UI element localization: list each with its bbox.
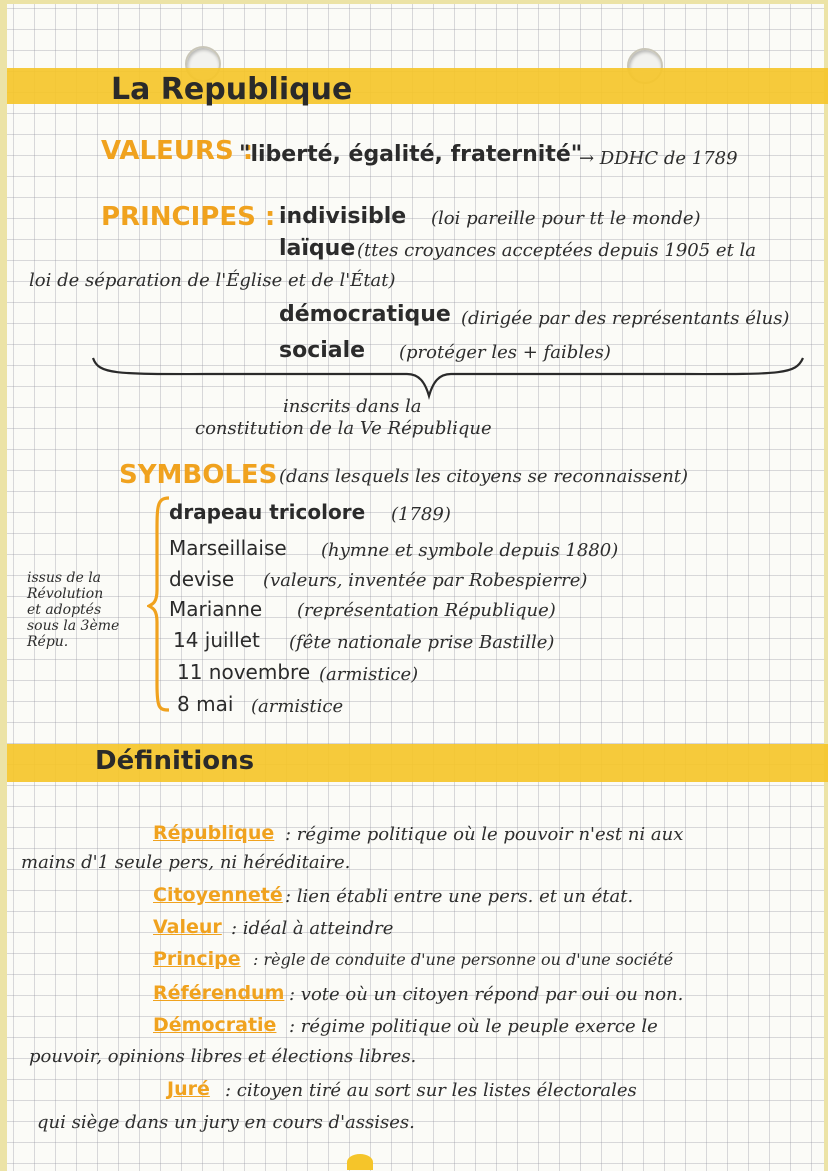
valeurs-text: "liberté, égalité, fraternité" [239,142,583,167]
symbole-term: 11 novembre [177,660,311,684]
symbole-note: (fête nationale prise Bastille) [289,632,555,653]
principe-term: sociale [279,338,366,363]
definition-text-continued: pouvoir, opinions libres et élections libres. [29,1046,417,1067]
definition-term: Référendum [153,982,285,1004]
principe-note-continued: loi de séparation de l'Église et de l'État) [29,270,396,291]
principes-label: PRINCIPES : [101,202,276,232]
side-note-line: sous la 3ème [27,618,120,634]
definition-term: Principe [153,948,241,970]
valeurs-label: VALEURS : [101,136,254,166]
brace-note: inscrits dans la [283,396,422,417]
symbole-term: drapeau tricolore [169,500,366,524]
symbole-term: Marseillaise [169,536,287,560]
symbole-term: 8 mai [177,692,234,716]
definition-text-continued: mains d'1 seule pers, ni héréditaire. [21,852,351,873]
symbole-term: Marianne [169,597,263,621]
principe-note: (ttes croyances acceptées depuis 1905 et la [357,240,757,261]
symbole-note: (armistice [251,696,344,717]
symbole-note: (valeurs, inventée par Robespierre) [263,570,588,591]
symbole-term: devise [169,567,235,591]
definition-term: Valeur [153,916,222,938]
definition-term: Citoyenneté [153,884,283,906]
side-note-line: issus de la [27,570,102,586]
principe-note: (dirigée par des représentants élus) [461,308,790,329]
bottom-highlight-mark [347,1154,373,1170]
definition-text: : idéal à atteindre [231,918,394,939]
definition-text: : citoyen tiré au sort sur les listes électorales [225,1080,637,1101]
symboles-note: (dans lesquels les citoyens se reconnaissent) [279,466,689,487]
symboles-side-note [27,570,147,650]
definition-term: Juré [167,1078,210,1100]
valeurs-reference: → DDHC de 1789 [579,148,738,169]
definition-term: Démocratie [153,1014,277,1036]
definition-text-continued: qui siège dans un jury en cours d'assises. [37,1112,415,1133]
side-note-line: Répu. [27,634,69,650]
principe-note: (loi pareille pour tt le monde) [431,208,701,229]
brace-note: constitution de la Ve République [195,418,492,439]
symboles-label: SYMBOLES [119,460,278,490]
side-note-line: Révolution [27,586,104,602]
definition-text: : vote où un citoyen répond par oui ou non. [289,984,684,1005]
symbole-note: (hymne et symbole depuis 1880) [321,540,619,561]
symbole-term: 14 juillet [173,628,260,652]
symbole-note: (1789) [391,504,451,525]
principe-term: laïque [279,236,356,261]
page-title: La Republique [111,72,353,107]
definition-text: : régime politique où le pouvoir n'est ni aux [285,824,684,845]
definition-text: : régime politique où le peuple exerce le [289,1016,658,1037]
definition-term: République [153,822,275,844]
definitions-heading: Définitions [95,746,255,776]
definition-text: : lien établi entre une pers. et un état. [285,886,634,907]
definition-text: : règle de conduite d'une personne ou d'une société [253,950,674,969]
principe-note: (protéger les + faibles) [399,342,611,363]
symbole-note: (représentation République) [297,600,556,621]
curly-brace [89,352,809,404]
symbole-note: (armistice) [319,664,419,685]
principe-term: démocratique [279,302,451,327]
side-note-line: et adoptés [27,602,102,618]
principe-term: indivisible [279,204,407,229]
